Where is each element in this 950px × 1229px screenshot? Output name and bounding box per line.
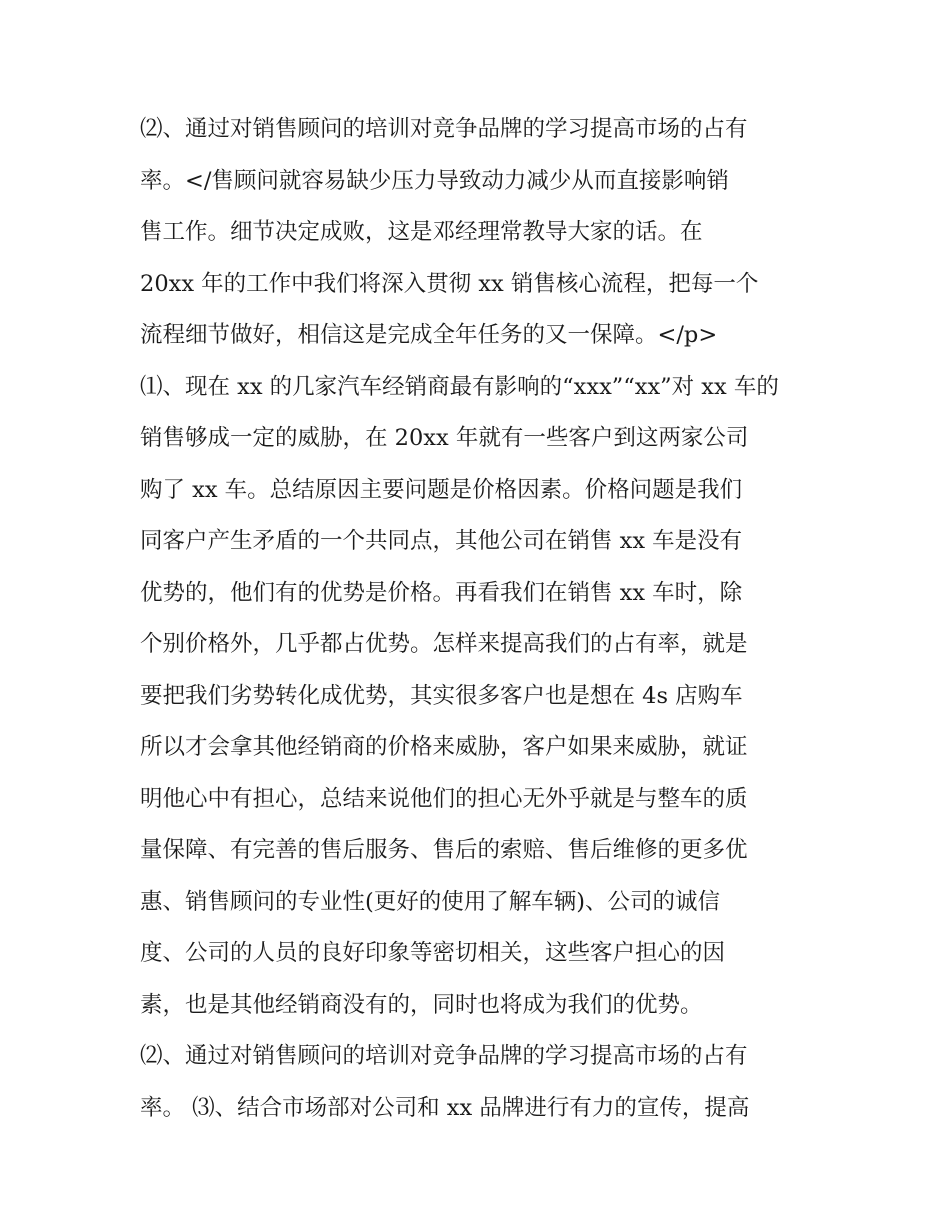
text-line: 购了 xx 车。总结原因主要问题是价格因素。价格问题是我们 [140,476,743,503]
text-line: ⑵、通过对销售顾问的培训对竞争品牌的学习提高市场的占有 [140,1043,748,1069]
text-line: ⑵、通过对销售顾问的培训对竞争品牌的学习提高市场的占有 [140,116,748,142]
text-line: ⑴、现在 xx 的几家汽车经销商最有影响的“xxx”“xx”对 xx 车的 [140,373,779,400]
text-line: 20xx 年的工作中我们将深入贯彻 xx 销售核心流程，把每一个 [140,270,759,297]
text-line: 所以才会拿其他经销商的价格来威胁，客户如果来威胁，就证 [140,734,748,760]
text-line: 售工作。细节决定成败，这是邓经理常教导大家的话。在 [140,219,703,245]
text-line: 率。</售顾问就容易缺少压力导致动力减少从而直接影响销 [140,167,729,194]
text-line: 流程细节做好，相信这是完成全年任务的又一保障。</p> [140,322,718,348]
text-line: 惠、销售顾问的专业性(更好的使用了解车辆)、公司的诚信 [140,888,721,915]
text-line: 率。 ⑶、结合市场部对公司和 xx 品牌进行有力的宣传，提高 [140,1094,750,1121]
text-line: 量保障、有完善的售后服务、售后的索赔、售后维修的更多优 [140,837,748,863]
text-line: 要把我们劣势转化成优势，其实很多客户也是想在 4s 店购车 [140,682,743,709]
text-line: 同客户产生矛盾的一个共同点，其他公司在销售 xx 车是没有 [140,528,743,554]
text-line: 素，也是其他经销商没有的，同时也将成为我们的优势。 [140,991,703,1018]
text-line: 度、公司的人员的良好印象等密切相关，这些客户担心的因 [140,940,726,966]
text-line: 优势的，他们有的优势是价格。再看我们在销售 xx 车时，除 [140,579,743,606]
body-text [140,104,820,1134]
text-line: 个别价格外，几乎都占优势。怎样来提高我们的占有率，就是 [140,631,748,657]
text-line: 明他心中有担心，总结来说他们的担心无外乎就是与整车的质 [140,785,748,812]
text-line: 销售够成一定的威胁，在 20xx 年就有一些客户到这两家公司 [140,425,749,451]
